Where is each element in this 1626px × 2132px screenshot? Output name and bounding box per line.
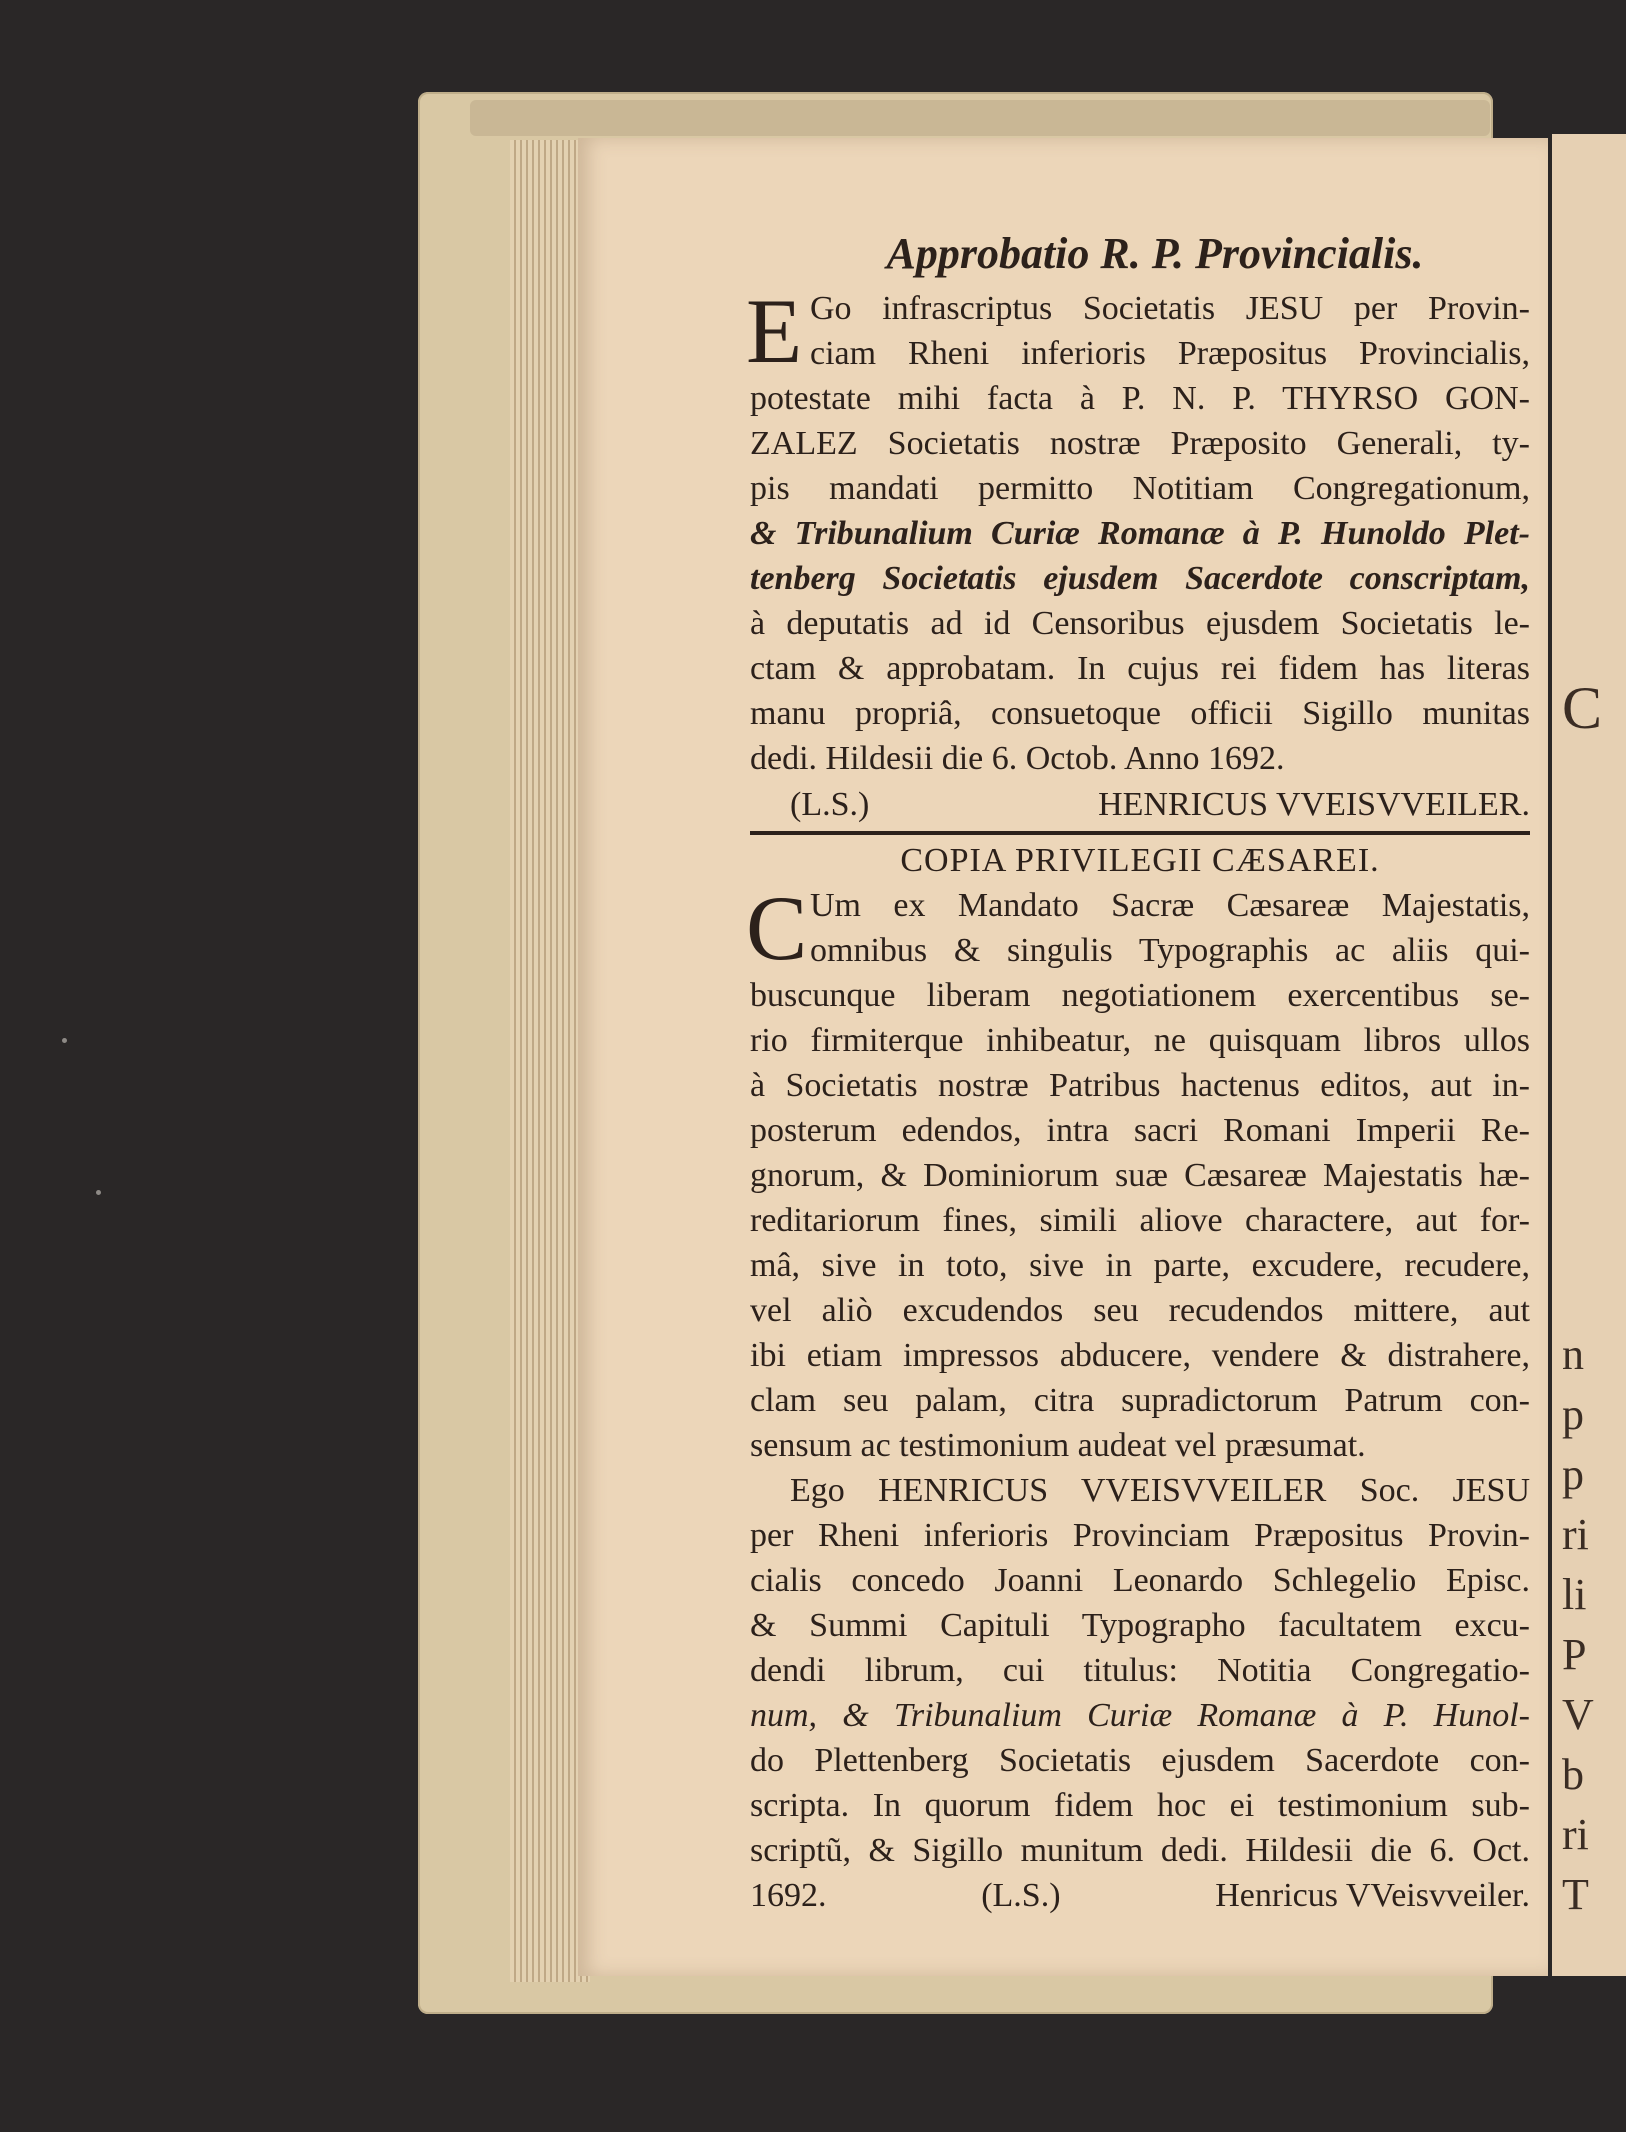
- page-text: [746, 222, 1530, 1919]
- privilege-line: reditariorum fines, simili aliove charactere, aut for-: [750, 1202, 1530, 1239]
- privilege-line: omnibus & singulis Typographis ac aliis qui-: [810, 932, 1530, 969]
- approbation-dropcap: E: [746, 280, 803, 382]
- grant-line: dendi librum, cui titulus: Notitia Congregatio-: [750, 1652, 1530, 1689]
- grant-line: scriptũ, & Sigillo munitum dedi. Hildesii die 6. Oct.: [750, 1832, 1530, 1869]
- privilege-line: vel aliò excudendos seu recudendos mittere, aut: [750, 1292, 1530, 1329]
- approbation-signature-line: [750, 781, 1530, 829]
- next-page-fragment: P: [1562, 1630, 1587, 1679]
- grant-line: scripta. In quorum fidem hoc ei testimonium sub-: [750, 1787, 1530, 1824]
- next-page-fragment: n: [1562, 1330, 1584, 1379]
- privilege-line: posterum edendos, intra sacri Romani Imperii Re-: [750, 1112, 1530, 1149]
- next-page-fragment: C: [1562, 675, 1603, 741]
- privilege-dropcap: C: [746, 877, 808, 979]
- grant-line: cialis concedo Joanni Leonardo Schlegelio Episc.: [750, 1562, 1530, 1599]
- approbation-line: ZALEZ Societatis nostræ Præposito Generali, ty-: [750, 425, 1530, 462]
- privilege-signature-line: [750, 1873, 1530, 1919]
- privilege-line: sensum ac testimonium audeat vel præsumat.: [750, 1427, 1366, 1464]
- approbation-line: dedi. Hildesii die 6. Octob. Anno 1692.: [750, 740, 1285, 777]
- dust-speck: [96, 1190, 101, 1195]
- dust-speck: [62, 1038, 67, 1043]
- privilege-line-text: Um ex Mandato Sacræ Cæsareæ Majestatis,: [810, 887, 1530, 924]
- approbation-line: & Tribunalium Curiæ Romanæ à P. Hunoldo Plet-: [750, 515, 1530, 552]
- privilege-year: 1692.: [750, 1877, 827, 1914]
- next-page-fragment: ri: [1562, 1810, 1589, 1859]
- next-page-fragment: p: [1562, 1450, 1584, 1499]
- next-page-fragment: ri: [1562, 1510, 1589, 1559]
- next-page-fragment: p: [1562, 1390, 1584, 1439]
- approbation-seal: (L.S.): [790, 786, 870, 823]
- section-divider: [750, 831, 1530, 835]
- approbation-line: ciam Rheni inferioris Præpositus Provincialis,: [810, 335, 1530, 372]
- approbation-line: pis mandati permitto Notitiam Congregationum,: [750, 470, 1530, 507]
- approbation-line: manu propriâ, consuetoque officii Sigillo munitas: [750, 695, 1530, 732]
- approbation-signature: HENRICUS VVEISVVEILER.: [1098, 786, 1530, 823]
- next-page-fragment: V: [1562, 1690, 1594, 1739]
- privilege-line: buscunque liberam negotiationem exercentibus se-: [750, 977, 1530, 1014]
- grant-line: Ego HENRICUS VVEISVVEILER Soc. JESU: [790, 1472, 1530, 1509]
- grant-line: per Rheni inferioris Provinciam Præpositus Provin-: [750, 1517, 1530, 1554]
- privilege-heading: COPIA PRIVILEGII CÆSAREI.: [900, 842, 1380, 879]
- privilege-line: ibi etiam impressos abducere, vendere & distrahere,: [750, 1337, 1530, 1374]
- grant-line: & Summi Capituli Typographo facultatem excu-: [750, 1607, 1530, 1644]
- grant-line: do Plettenberg Societatis ejusdem Sacerdote con-: [750, 1742, 1530, 1779]
- privilege-seal: (L.S.): [981, 1877, 1061, 1914]
- privilege-line: clam seu palam, citra supradictorum Patrum con-: [750, 1382, 1530, 1419]
- approbation-line: tenberg Societatis ejusdem Sacerdote conscriptam,: [750, 560, 1530, 597]
- privilege-line: gnorum, & Dominiorum suæ Cæsareæ Majestatis hæ-: [750, 1157, 1530, 1194]
- approbation-line: à deputatis ad id Censoribus ejusdem Societatis le-: [750, 605, 1530, 642]
- grant-line: num, & Tribunalium Curiæ Romanæ à P. Hunol-: [750, 1697, 1530, 1734]
- privilege-line: à Societatis nostræ Patribus hactenus editos, aut in-: [750, 1067, 1530, 1104]
- next-page-strip: [1552, 134, 1626, 1976]
- next-page-fragment: T: [1562, 1870, 1589, 1919]
- approbation-line: ctam & approbatam. In cujus rei fidem has literas: [750, 650, 1530, 687]
- privilege-line: rio firmiterque inhibeatur, ne quisquam libros ullos: [750, 1022, 1530, 1059]
- privilege-signature: Henricus VVeisvveiler.: [1215, 1877, 1530, 1914]
- approbation-heading: Approbatio R. P. Provincialis.: [886, 229, 1424, 278]
- privilege-line: mâ, sive in toto, sive in parte, excudere, recudere,: [750, 1247, 1530, 1284]
- approbation-line-text: Go infrascriptus Societatis JESU per Provin-: [810, 290, 1530, 327]
- book-cover-top-edge: [470, 100, 1490, 136]
- next-page-fragment: b: [1562, 1750, 1584, 1799]
- next-page-fragment: li: [1562, 1570, 1587, 1619]
- approbation-line: potestate mihi facta à P. N. P. THYRSO GON-: [750, 380, 1530, 417]
